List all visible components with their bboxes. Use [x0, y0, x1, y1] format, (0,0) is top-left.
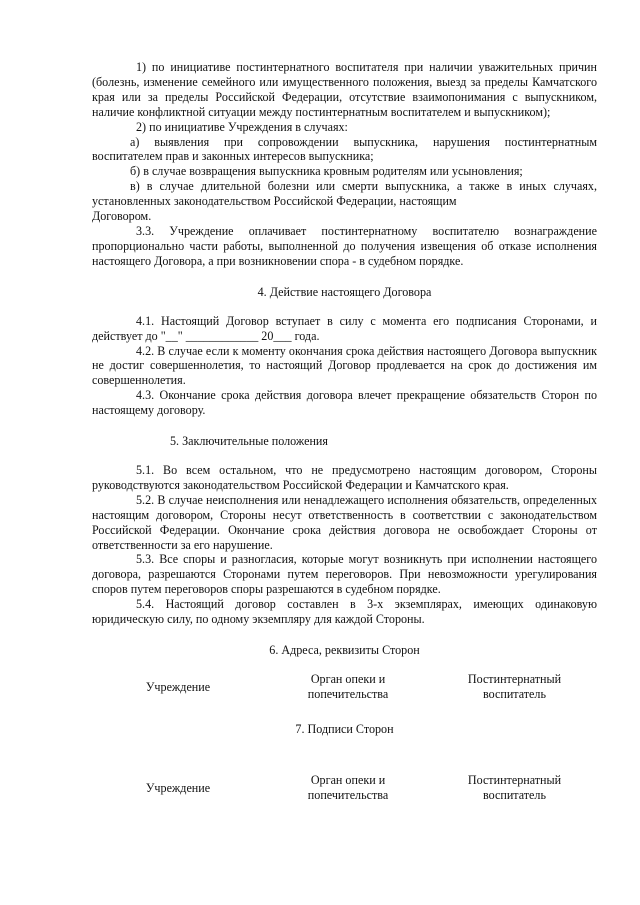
signatures-row — [92, 773, 597, 803]
requisites-educator: Постинтернатный воспитатель — [467, 672, 562, 701]
document-page — [92, 60, 597, 803]
clause-3-2-item-2c: в) в случае длительной болезни или смерти выпускника, а также в иных случаях, установленных законодательством Российской Федерации, настоящим — [92, 179, 597, 209]
clause-5-1: 5.1. Во всем остальном, что не предусмотрено настоящим договором, Стороны руководствуются законодательством Российской Федерации и Камчатского края. — [92, 463, 597, 492]
clause-3-3: 3.3. Учреждение оплачивает постинтернатному воспитателю вознаграждение пропорционально части работы, выполненной до получения извещения об отказе исполнения настоящего Договора, а при возникновении спора - в судебном порядке. — [92, 223, 597, 268]
clause-3-2-item-2a: а) выявления при сопровождении выпускника, нарушения постинтернатным воспитателем прав и законных интересов выпускника; — [92, 134, 597, 164]
requisites-institution: Учреждение — [145, 679, 211, 694]
section-7-title: 7. Подписи Сторон — [295, 722, 394, 736]
clause-3-2-item-1: 1) по инициативе постинтернатного воспитателя при наличии уважительных причин (болезнь, изменение семейного или имущественного положения, выезд за пределы Камчатского края или за пределы Российской Федерации, отсутствие взаимопонимания с выпускником, наличие конфликтной ситуации между постинтернатным воспитателем и выпускником); — [92, 60, 597, 119]
clause-4-2: 4.2. В случае если к моменту окончания срока действия настоящего Договора выпускник не достиг совершеннолетия, то настоящий Договор продлевается на срок до достижения им совершеннолетия. — [92, 343, 597, 388]
section-5-title: 5. Заключительные положения — [170, 434, 328, 449]
section-4-title: 4. Действие настоящего Договора — [257, 284, 432, 299]
clause-4-3: 4.3. Окончание срока действия договора влечет прекращение обязательств Сторон по настоящему договору. — [92, 388, 597, 418]
clause-3-2-item-2: 2) по инициативе Учреждения в случаях: — [136, 119, 348, 134]
clause-3-2-item-2b: б) в случае возвращения выпускника кровным родителям или усыновления; — [130, 164, 523, 179]
clause-5-3: 5.3. Все споры и разногласия, которые могут возникнуть при исполнении настоящего договора, разрешаются Сторонами путем переговоров. При невозможности урегулирования споров путем переговоров споры разрешаются в судебном порядке. — [92, 552, 597, 597]
signature-guardianship: Орган опеки и попечительства — [307, 773, 389, 802]
signature-educator: Постинтернатный воспитатель — [467, 773, 562, 802]
clause-4-1: 4.1. Настоящий Договор вступает в силу с момента его подписания Сторонами, и действует до "__" ____________ 20___ года. — [92, 313, 597, 343]
requisites-guardianship: Орган опеки и попечительства — [307, 672, 389, 701]
section-6-title: 6. Адреса, реквизиты Сторон — [269, 643, 420, 657]
requisites-row — [92, 672, 597, 702]
clause-3-2-item-2c-end: Договором. — [92, 209, 152, 224]
clause-5-4: 5.4. Настоящий договор составлен в 3-х экземплярах, имеющих одинаковую юридическую силу, по одному экземпляру для каждой Стороны. — [92, 597, 597, 627]
signature-institution: Учреждение — [145, 780, 211, 795]
clause-5-2: 5.2. В случае неисполнения или ненадлежащего исполнения обязательств, определенных настоящим договором, Стороны несут ответственность в соответствии с законодательством Российской Федерации. Окончание срока действия договора не освобождает Стороны от ответственности за его нарушение. — [92, 492, 597, 552]
